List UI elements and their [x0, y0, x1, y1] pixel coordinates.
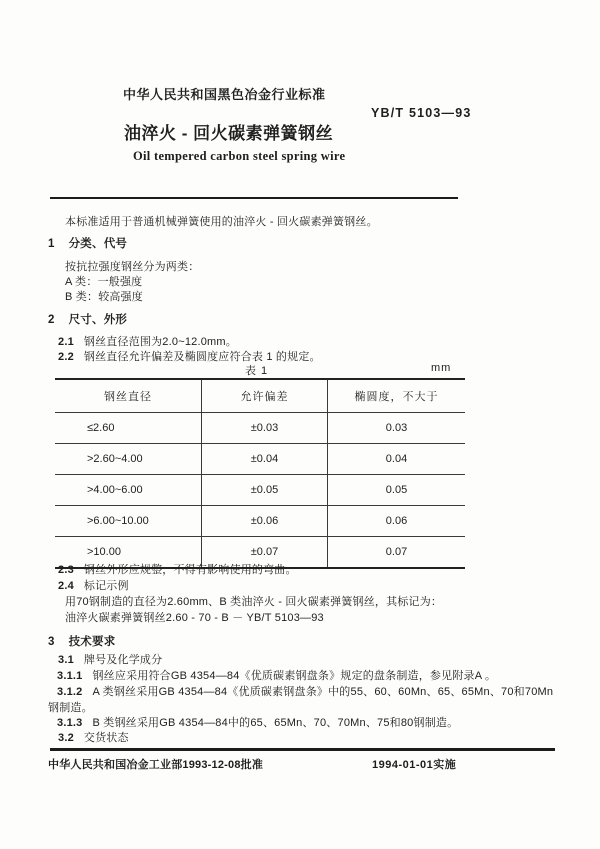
item-2-4-number: 2.4	[58, 580, 74, 592]
item-2-1-number: 2.1	[58, 336, 74, 348]
item-3-1-1-text: 钢丝应采用符合GB 4354—84《优质碳素钢盘条》规定的盘条制造，参见附录A 。	[92, 670, 497, 682]
standard-code: YB/T 5103—93	[371, 106, 472, 120]
approval-note: 中华人民共和国冶金工业部1993-12-08批准	[48, 759, 264, 771]
section-3-title: 技术要求	[68, 636, 116, 648]
item-2-2-number: 2.2	[58, 351, 74, 363]
table-cell: >10.00	[55, 537, 202, 569]
table-1-header-ovality: 椭圆度，不大于	[328, 379, 466, 413]
item-3-1-2-continuation: 钢制造。	[48, 702, 93, 714]
item-2-1-text: 钢丝直径范围为2.0~12.0mm。	[83, 336, 237, 348]
section-3-number: 3	[48, 636, 55, 648]
section-1-line-1: 按抗拉强度钢丝分为两类：	[65, 261, 200, 273]
table-row	[55, 444, 465, 475]
item-2-2	[58, 348, 321, 364]
section-2-title: 尺寸、外形	[68, 314, 128, 326]
table-1-header-diameter: 钢丝直径	[55, 379, 202, 413]
implementation-note: 1994-01-01实施	[372, 759, 457, 771]
table-cell: ±0.05	[202, 475, 328, 506]
item-2-3	[58, 561, 297, 577]
item-3-2-text: 交货状态	[83, 732, 129, 744]
table-cell: 0.03	[328, 413, 466, 444]
item-3-2	[58, 729, 129, 745]
table-1-caption: 表 1	[245, 365, 269, 377]
table-1-header-tolerance: 允许偏差	[202, 379, 328, 413]
scope-paragraph: 本标准适用于普通机械弹簧使用的油淬火 - 回火碳素弹簧钢丝。	[65, 216, 378, 228]
table-1-header-row	[55, 379, 465, 413]
section-1-heading	[48, 235, 127, 251]
item-3-1-3-text: B 类钢丝采用GB 4354—84中的65、65Mn、70、70Mn、75和80钢制造。	[92, 717, 459, 729]
item-3-1-1-number: 3.1.1	[57, 670, 83, 682]
table-cell: ±0.03	[202, 413, 328, 444]
marking-example-line-1: 用70钢制造的直径为2.60mm、B 类油淬火 - 回火碳素弹簧钢丝，其标记为：	[65, 596, 443, 608]
table-cell: >4.00~6.00	[55, 475, 202, 506]
item-3-1-2-text: A 类钢丝采用GB 4354—84《优质碳素钢盘条》中的55、60、60Mn、65、65Mn、70和70Mn	[92, 686, 554, 698]
section-2-heading	[48, 311, 127, 327]
table-cell: >2.60~4.00	[55, 444, 202, 475]
table-1	[55, 378, 465, 569]
item-3-1-3-number: 3.1.3	[57, 717, 83, 729]
table-row	[55, 475, 465, 506]
table-cell: 0.07	[385, 546, 408, 558]
item-2-3-number: 2.3	[58, 564, 74, 576]
item-3-1-number: 3.1	[58, 654, 74, 666]
section-3-heading	[48, 633, 115, 649]
table-row	[55, 506, 465, 537]
table-cell: ≤2.60	[55, 413, 202, 444]
table-row	[55, 413, 465, 444]
item-2-2-text: 钢丝直径允许偏差及椭圆度应符合表 1 的规定。	[83, 351, 321, 363]
table-cell: 0.04	[328, 444, 466, 475]
section-1-number: 1	[48, 238, 55, 250]
table-cell: 0.05	[328, 475, 466, 506]
section-1-line-3: B 类：较高强度	[65, 291, 143, 303]
document-title-chinese: 油淬火 - 回火碳素弹簧钢丝	[124, 124, 334, 143]
item-3-1-3	[57, 714, 458, 730]
header-divider	[50, 197, 458, 199]
footer-divider	[50, 748, 555, 751]
table-cell: >6.00~10.00	[55, 506, 202, 537]
table-cell: ±0.06	[202, 506, 328, 537]
section-1-line-2: A 类：一般强度	[65, 276, 143, 288]
item-3-2-number: 3.2	[58, 732, 74, 744]
item-3-1-text: 牌号及化学成分	[83, 654, 163, 666]
standard-type-label: 中华人民共和国黑色冶金行业标准	[123, 87, 326, 102]
item-2-4-text: 标记示例	[83, 580, 129, 592]
document-title-english: Oil tempered carbon steel spring wire	[133, 149, 346, 163]
table-1-unit: mm	[431, 362, 452, 374]
item-3-1	[58, 651, 162, 667]
table-cell: ±0.07	[202, 537, 328, 569]
marking-example-line-2: 油淬火碳素弹簧钢丝2.60 - 70 - B － YB/T 5103—93	[65, 612, 324, 624]
section-1-title: 分类、代号	[68, 238, 128, 250]
item-3-1-2	[57, 683, 553, 699]
item-2-3-text: 钢丝外形应规整，不得有影响使用的弯曲。	[83, 564, 297, 576]
item-2-4	[58, 577, 129, 593]
item-2-1	[58, 333, 237, 349]
item-3-1-1	[57, 667, 496, 683]
section-2-number: 2	[48, 314, 55, 326]
item-3-1-2-number: 3.1.2	[57, 686, 83, 698]
table-cell: ±0.04	[202, 444, 328, 475]
table-cell: 0.06	[328, 506, 466, 537]
